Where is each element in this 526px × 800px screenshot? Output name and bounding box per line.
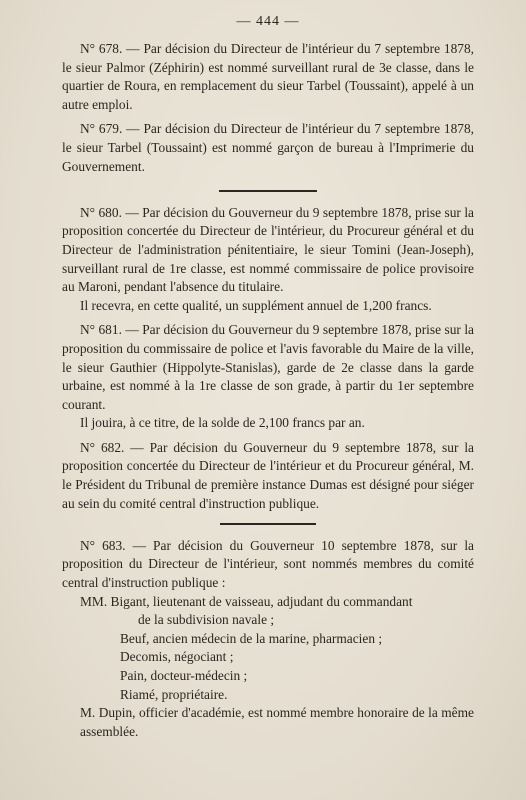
member-riame: Riamé, propriétaire. xyxy=(120,686,228,702)
decision-text-680-supplement: Il recevra, en cette qualité, un supplément annuel de 1,200 francs. xyxy=(80,297,432,313)
decision-text-682: N° 682. — Par décision du Gouverneur du 9 septembre 1878, sur la proposition concertée du Directeur de l'intérieur et du Procureur général, M. le Président du Tribunal de première instance Dumas est désigné pour siéger au sein du comité central d'instruction publique. xyxy=(62,439,474,511)
member-pain: Pain, docteur-médecin ; xyxy=(120,668,248,683)
committee-members-list xyxy=(62,593,474,742)
page-number: — 444 — xyxy=(236,14,300,29)
section-divider xyxy=(220,523,316,525)
decision-entry-680 xyxy=(62,204,474,316)
honorary-member-dupin: M. Dupin, officier d'académie, est nommé membre honoraire de la même assemblée. xyxy=(80,705,474,739)
decision-text-681: N° 681. — Par décision du Gouverneur du 9 septembre 1878, prise sur la proposition du commissaire de police et l'avis favorable du Maire de la ville, le sieur Gauthier (Hippolyte-Stanislas), garde de 2e classe dans la garde urbaine, est nommé à la 1re classe de son grade, à partir du 1er septembre courant. xyxy=(62,322,474,412)
section-divider xyxy=(219,190,317,192)
decision-entry-678 xyxy=(62,40,474,114)
decision-text-683: N° 683. — Par décision du Gouverneur 10 septembre 1878, sur la proposition du Directeur de l'intérieur, sont nommés membres du comité central d'instruction publique : xyxy=(62,537,474,591)
decision-entry-683 xyxy=(62,537,474,593)
decision-text-681-salary: Il jouira, à ce titre, de la solde de 2,100 francs par an. xyxy=(80,415,365,431)
decision-text-680: N° 680. — Par décision du Gouverneur du 9 septembre 1878, prise sur la proposition concertée du Directeur de l'intérieur, du Procureur général et du Directeur de l'administration pénitentiaire, le sieur Tomini (Jean-Joseph), surveillant rural de 1re classe, est nommé commissaire de police provisoire au Maroni, pendant l'absence du titulaire. xyxy=(62,204,474,295)
decision-text-679: N° 679. — Par décision du Directeur de l'intérieur du 7 septembre 1878, le sieur Tarbel (Toussaint) est nommé garçon de bureau à l'Imprimerie du Gouvernement. xyxy=(62,121,474,174)
decision-entry-681 xyxy=(62,321,474,433)
member-beuf: Beuf, ancien médecin de la marine, pharmacien ; xyxy=(120,630,383,646)
member-decomis: Decomis, négociant ; xyxy=(120,649,234,665)
member-bigant-continued: de la subdivision navale ; xyxy=(138,612,275,628)
decision-entry-679 xyxy=(62,120,474,176)
decision-entry-682 xyxy=(62,439,474,513)
decision-text-678: N° 678. — Par décision du Directeur de l'intérieur du 7 septembre 1878, le sieur Palmor (Zéphirin) est nommé surveillant rural de 3e classe, dans le quartier de Roura, en remplacement du sieur Tarbel (Toussaint), appelé à un autre emploi. xyxy=(62,41,474,112)
member-bigant: MM. Bigant, lieutenant de vaisseau, adjudant du commandant xyxy=(80,593,413,609)
